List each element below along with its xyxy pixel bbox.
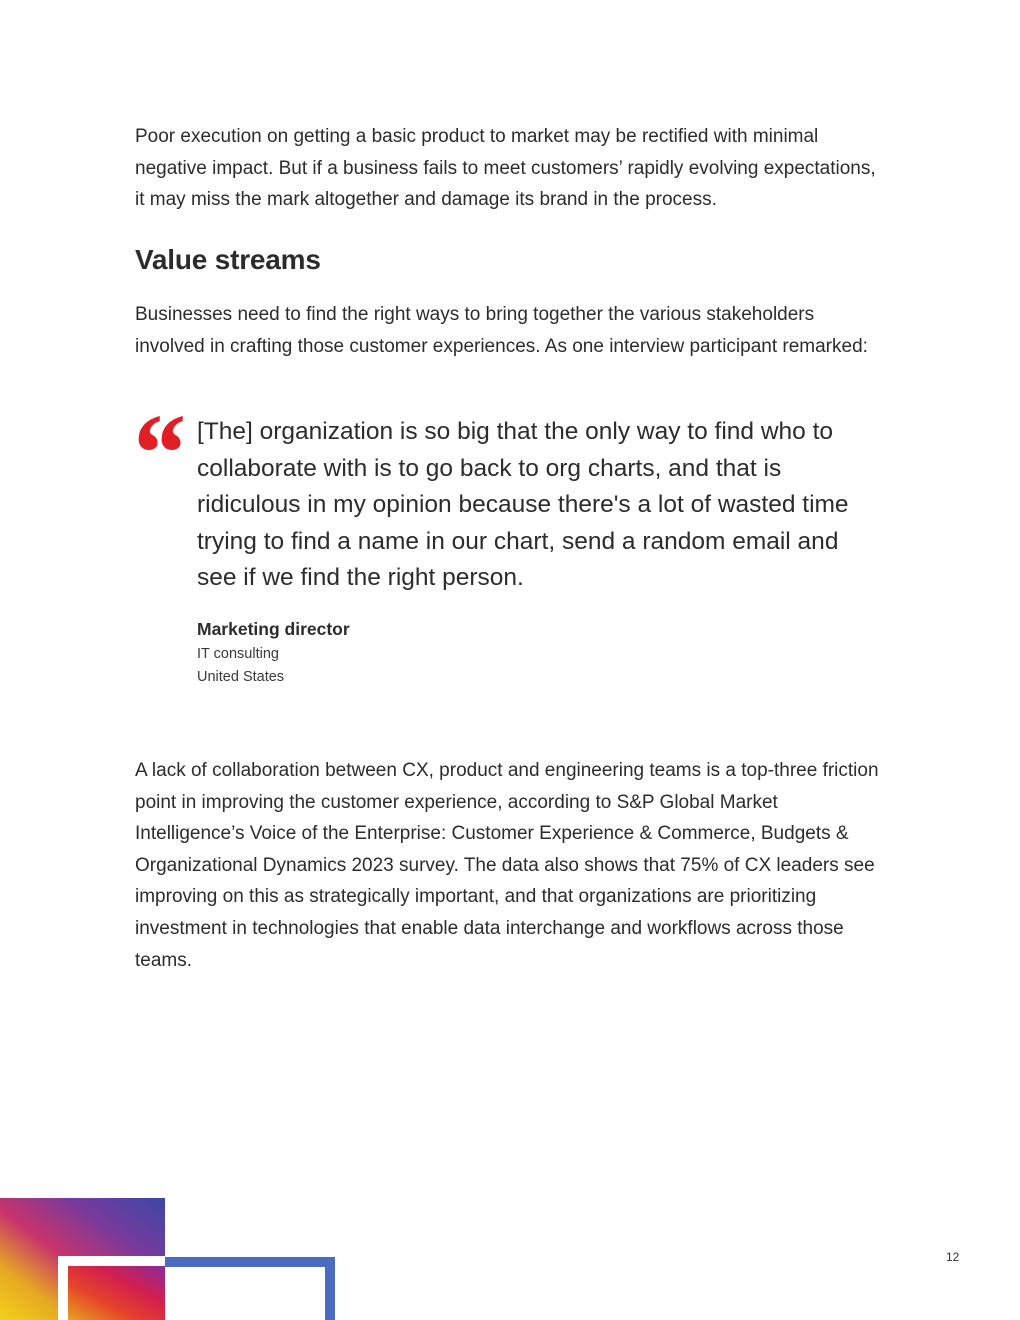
quote-mark-icon: “ [128,392,184,516]
quote-attribution-role: Marketing director [197,619,350,639]
page-number: 12 [946,1250,960,1264]
gradient-square-small [68,1266,165,1320]
body-paragraph: A lack of collaboration between CX, product and engineering teams is a top-three friction point in improving the customer experience, according to S&P Global Market Intelligence’s Voice of the Enterprise: Customer Experience & Commerce, Budgets & Organizational Dynamics 2023 survey. The data also shows that 75% of CX leaders see improving on this as strategically important, and that organizations are prioritizing investment in technologies that enable data interchange and workflows across those teams. [135,760,879,971]
section-heading: Value streams [135,244,321,275]
decorative-corner-graphic [0,1197,340,1320]
quote-attribution-industry: IT consulting [197,646,279,662]
intro-paragraph: Poor execution on getting a basic product to market may be rectified with minimal negative impact. But if a business fails to meet customers’ rapidly evolving expectations, it may miss the mark altogether and damage its brand in the process. [135,126,876,211]
section-paragraph: Businesses need to find the right ways to bring together the various stakeholders involved in crafting those customer experiences. As one interview participant remarked: [135,304,868,357]
pull-quote: [The] organization is so big that the only way to find who to collaborate with is to go back to org charts, and that is ridiculous in my opinion because there's a lot of wasted time trying to find a name in our chart, send a random email and see if we find the right person. [197,418,849,592]
blue-frame [165,1257,335,1320]
quote-attribution-country: United States [197,669,285,685]
